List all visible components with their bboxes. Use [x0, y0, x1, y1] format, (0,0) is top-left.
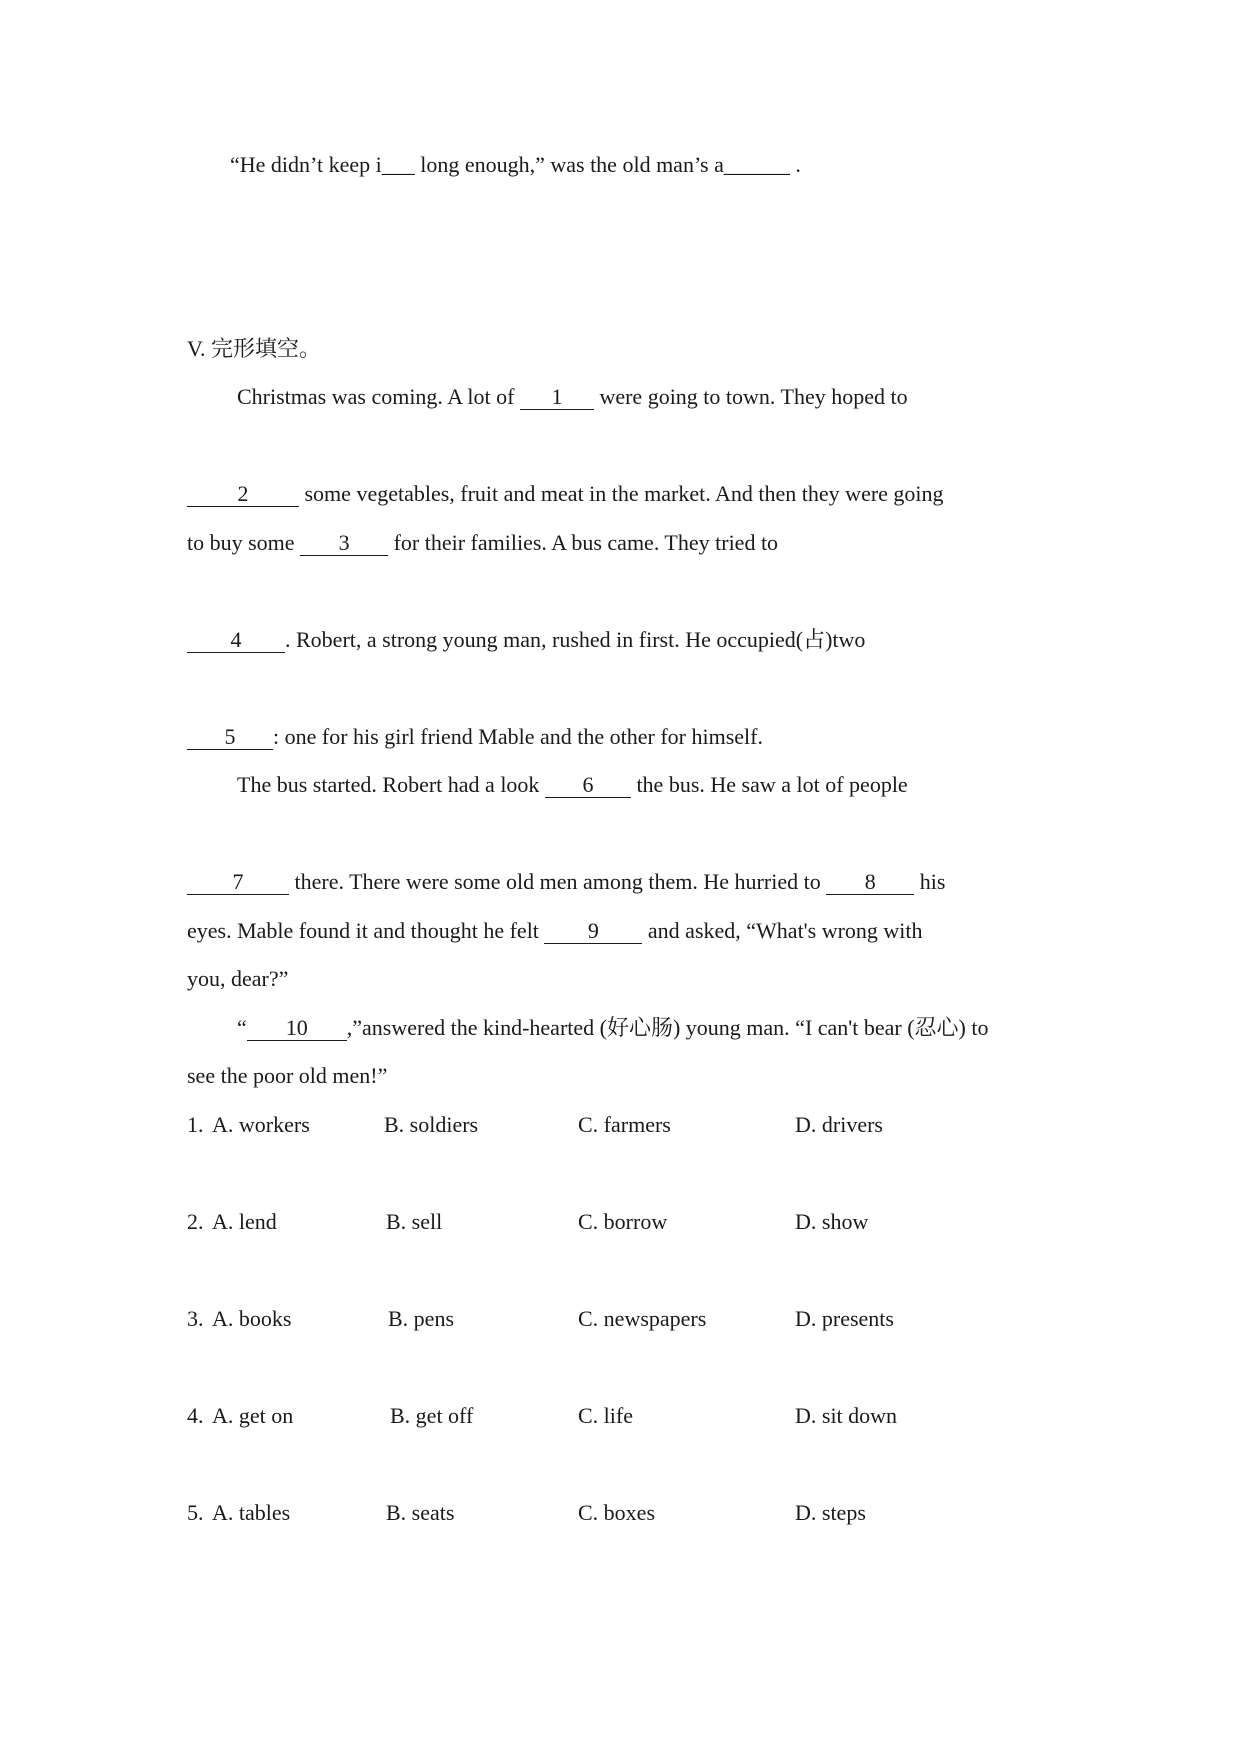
passage-line: to buy some 3 for their families. A bus came. They tried to: [187, 530, 779, 555]
option-d: D. show: [795, 1209, 869, 1234]
option-c: C. newspapers: [578, 1306, 707, 1331]
cloze-blank-10: 10: [247, 1016, 347, 1041]
option-a: A. lend: [212, 1209, 277, 1234]
cloze-blank-4: 4: [187, 628, 285, 653]
option-b: B. sell: [386, 1209, 443, 1234]
option-d: D. presents: [795, 1306, 894, 1331]
passage-line: Christmas was coming. A lot of 1 were going to town. They hoped to: [237, 384, 908, 409]
section-heading: V. 完形填空。: [187, 336, 322, 361]
option-d: D. sit down: [795, 1403, 898, 1428]
cloze-blank-1: 1: [520, 385, 594, 410]
cloze-blank-5: 5: [187, 725, 273, 750]
passage-line: see the poor old men!”: [187, 1063, 388, 1088]
hint-blank-1: ___: [381, 152, 415, 177]
passage-line: 4 . Robert, a strong young man, rushed in first. He occupied(占)two: [187, 625, 865, 655]
option-b: B. soldiers: [384, 1112, 479, 1137]
option-c: C. borrow: [578, 1209, 668, 1234]
passage-line: you, dear?”: [187, 966, 289, 991]
question-number: 5.: [187, 1500, 204, 1525]
passage-line: 2 some vegetables, fruit and meat in the market. And then they were going: [187, 479, 944, 509]
option-c: C. boxes: [578, 1500, 655, 1525]
cloze-blank-2: 2: [187, 482, 299, 507]
question-number: 4.: [187, 1403, 204, 1428]
passage-line: “ 10 ,”answered the kind-hearted (好心肠) young man. “I can't bear (忍心) to: [237, 1015, 989, 1040]
hint-line: [230, 150, 801, 180]
question-number: 1.: [187, 1112, 204, 1137]
hint-text-mid: long enough,” was the old man’s a: [414, 152, 724, 177]
option-a: A. books: [212, 1306, 292, 1331]
option-c: C. life: [578, 1403, 633, 1428]
option-a: A. workers: [212, 1112, 310, 1137]
cloze-blank-6: 6: [545, 773, 631, 798]
question-number: 3.: [187, 1306, 204, 1331]
cloze-blank-9: 9: [544, 919, 642, 944]
hint-text-end: .: [789, 152, 801, 177]
option-b: B. seats: [386, 1500, 455, 1525]
cloze-blank-3: 3: [300, 531, 388, 556]
passage-line: The bus started. Robert had a look 6 the bus. He saw a lot of people: [237, 772, 908, 797]
option-a: A. get on: [212, 1403, 294, 1428]
option-a: A. tables: [212, 1500, 291, 1525]
option-c: C. farmers: [578, 1112, 671, 1137]
option-b: B. get off: [390, 1403, 474, 1428]
passage-line: 7 there. There were some old men among them. He hurried to 8 his: [187, 867, 945, 897]
option-b: B. pens: [388, 1306, 454, 1331]
hint-blank-2: ______: [723, 152, 790, 177]
option-d: D. steps: [795, 1500, 866, 1525]
option-d: D. drivers: [795, 1112, 883, 1137]
cloze-blank-8: 8: [826, 870, 914, 895]
question-number: 2.: [187, 1209, 204, 1234]
hint-text-open: “He didn’t keep i: [230, 152, 382, 177]
passage-line: 5 : one for his girl friend Mable and the other for himself.: [187, 722, 763, 752]
passage-line: eyes. Mable found it and thought he felt 9 and asked, “What's wrong with: [187, 918, 923, 943]
cloze-blank-7: 7: [187, 870, 289, 895]
